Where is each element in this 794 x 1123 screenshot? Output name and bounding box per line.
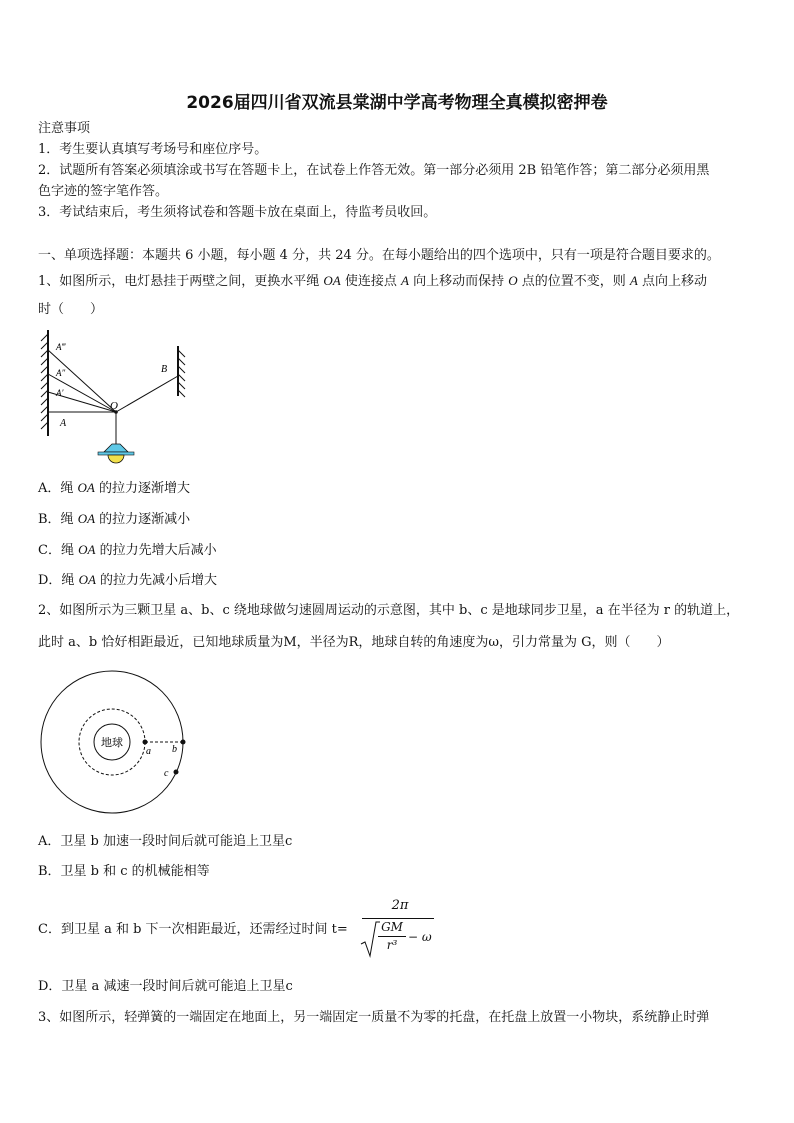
- formula-gm: GM: [381, 920, 403, 934]
- page-title: 2026届四川省双流县棠湖中学高考物理全真模拟密押卷: [186, 93, 608, 113]
- formula-r3: r³: [386, 938, 398, 952]
- formula-minus-omega: − ω: [408, 930, 432, 944]
- q1-stem-line1: 1、如图所示，电灯悬挂于两壁之间，更换水平绳 OA 使连接点 A 向上移动而保持 O 点的位置不变，则 A 点向上移动: [38, 273, 707, 289]
- sqrt-sign: [360, 920, 380, 958]
- label-a2: A″: [56, 368, 66, 378]
- label-a3: A‴: [56, 342, 66, 352]
- q2-stem-line1: 2、如图所示为三颗卫星 a、b、c 绕地球做匀速圆周运动的示意图，其中 b、c 是地球同步卫星，a 在半径为 r 的轨道上，: [38, 603, 740, 618]
- q2-option-c: C．到卫星 a 和 b 下一次相距最近，还需经过时间 t=: [38, 922, 348, 937]
- formula-main-bar: [362, 918, 434, 919]
- note-item-1: 1．考生要认真填写考场号和座位序号。: [38, 142, 268, 157]
- satellite-a: [143, 740, 148, 745]
- q1-option-c: C．绳 OA 的拉力先增大后减小: [38, 542, 217, 558]
- q1-option-a: A．绳 OA 的拉力逐渐增大: [38, 480, 191, 496]
- label-o: O: [110, 400, 118, 412]
- q1-option-b: B．绳 OA 的拉力逐渐减小: [38, 511, 191, 527]
- label-a1: A′: [56, 388, 64, 398]
- label-sat-b: b: [172, 744, 177, 755]
- note-item-2-cont: 色字迹的签字笔作答。: [38, 184, 169, 199]
- label-sat-a: a: [146, 746, 151, 757]
- lamp-shade: [104, 444, 128, 452]
- q2-stem-line2: 此时 a、b 恰好相距最近，已知地球质量为M，半径为R，地球自转的角速度为ω，引力常量为 G，则（ ）: [38, 635, 670, 650]
- rope-ob: [116, 376, 178, 412]
- q2-figure-orbits: [38, 668, 188, 818]
- label-sat-c: c: [164, 768, 169, 779]
- note-item-2: 2．试题所有答案必须填涂或书写在答题卡上，在试卷上作答无效。第一部分必须用 2B 铅笔作答；第二部分必须用黑: [38, 163, 710, 178]
- section-1-heading: 一、单项选择题：本题共 6 小题，每小题 4 分，共 24 分。在每小题给出的四个选项中，只有一项是符合题目要求的。: [38, 248, 720, 263]
- satellite-b: [181, 740, 186, 745]
- q3-stem-line1: 3、如图所示，轻弹簧的一端固定在地面上，另一端固定一质量不为零的托盘，在托盘上放置一小物块，系统静止时弹: [38, 1010, 710, 1025]
- q2-option-d: D．卫星 a 减速一段时间后就可能追上卫星c: [38, 979, 293, 994]
- lamp-bulb: [108, 455, 124, 463]
- formula-inner-bar: [378, 936, 406, 937]
- q1-option-d: D．绳 OA 的拉力先减小后增大: [38, 572, 218, 588]
- notes-heading: 注意事项: [38, 121, 91, 136]
- label-b: B: [161, 364, 168, 375]
- q1-figure-lamp-walls: [38, 326, 198, 474]
- q2-option-c-formula: [358, 896, 438, 960]
- q1-stem-line2: 时（ ）: [38, 302, 104, 317]
- q2-option-b: B．卫星 b 和 c 的机械能相等: [38, 864, 210, 879]
- note-item-3: 3．考试结束后，考生须将试卷和答题卡放在桌面上，待监考员收回。: [38, 205, 437, 220]
- earth-label: 地球: [101, 736, 123, 749]
- q2-option-a: A．卫星 b 加速一段时间后就可能追上卫星c: [38, 834, 293, 849]
- label-a: A: [60, 418, 67, 429]
- satellite-c: [174, 770, 179, 775]
- rope-oa3: [48, 350, 116, 412]
- formula-numerator: 2π: [391, 898, 409, 913]
